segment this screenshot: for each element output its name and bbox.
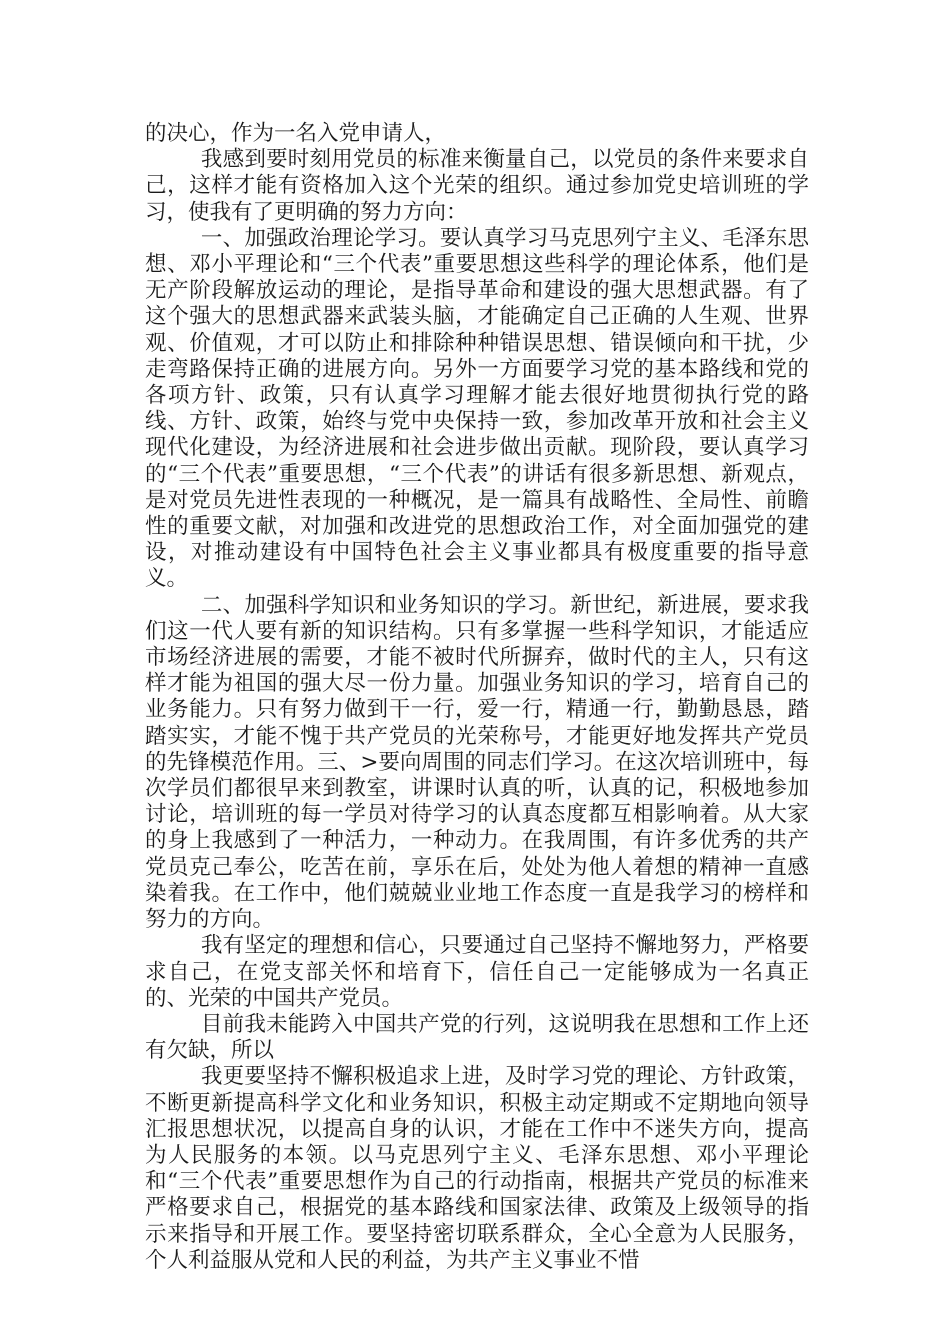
paragraph-6: 目前我未能跨入中国共产党的行列，这说明我在思想和工作上还有欠缺，所以 [145,1011,809,1064]
paragraph-5: 我有坚定的理想和信心，只要通过自己坚持不懈地努力，严格要求自己，在党支部关怀和培育下，信任自己一定能够成为一名真正的、光荣的中国共产党员。 [145,933,809,1011]
paragraph-7: 我更要坚持不懈积极追求上进，及时学习党的理论、方针政策，不断更新提高科学文化和业务知识，积极主动定期或不定期地向领导汇报思想状况，以提高自身的认识，才能在工作中不迷失方向，提高为人民服务的本领。以马克思列宁主义、毛泽东思想、邓小平理论和“三个代表”重要思想作为自己的行动指南，根据共产党员的标准来严格要求自己，根据党的基本路线和国家法律、政策及上级领导的指示来指导和开展工作。要坚持密切联系群众，全心全意为人民服务，个人利益服从党和人民的利益，为共产主义事业不惜 [145,1064,809,1273]
paragraph-4: 二、加强科学知识和业务知识的学习。新世纪，新进展，要求我们这一代人要有新的知识结构。只有多掌握一些科学知识，才能适应市场经济进展的需要，才能不被时代所摒弃，做时代的主人，只有这样才能为祖国的强大尽一份力量。加强业务知识的学习，培育自己的业务能力。只有努力做到干一行，爱一行，精通一行，勤勤恳恳，踏踏实实，才能不愧于共产党员的光荣称号，才能更好地发挥共产党员的先锋模范作用。三、>要向周围的同志们学习。在这次培训班中，每次学员们都很早来到教室，讲课时认真的听，认真的记，积极地参加讨论，培训班的每一学员对待学习的认真态度都互相影响着。从大家的身上我感到了一种活力，一种动力。在我周围，有许多优秀的共产党员克己奉公，吃苦在前，享乐在后，处处为他人着想的精神一直感染着我。在工作中，他们兢兢业业地工作态度一直是我学习的榜样和努力的方向。 [145,592,809,933]
document-body [145,121,809,1274]
paragraph-2: 我感到要时刻用党员的标准来衡量自己，以党员的条件来要求自己，这样才能有资格加入这个光荣的组织。通过参加党史培训班的学习，使我有了更明确的努力方向： [145,147,809,225]
paragraph-3: 一、加强政治理论学习。要认真学习马克思列宁主义、毛泽东思想、邓小平理论和“三个代表”重要思想这些科学的理论体系，他们是无产阶段解放运动的理论，是指导革命和建设的强大思想武器。有了这个强大的思想武器来武装头脑，才能确定自己正确的人生观、世界观、价值观，才可以防止和排除种种错误思想、错误倾向和干扰，少走弯路保持正确的进展方向。另外一方面要学习党的基本路线和党的各项方针、政策，只有认真学习理解才能去很好地贯彻执行党的路线、方针、政策，始终与党中央保持一致，参加改革开放和社会主义现代化建设，为经济进展和社会进步做出贡献。现阶段，要认真学习的“三个代表”重要思想，“三个代表”的讲话有很多新思想、新观点，是对党员先进性表现的一种概况，是一篇具有战略性、全局性、前瞻性的重要文献，对加强和改进党的思想政治工作，对全面加强党的建设，对推动建设有中国特色社会主义事业都具有极度重要的指导意义。 [145,225,809,592]
paragraph-1: 的决心，作为一名入党申请人， [145,121,447,146]
